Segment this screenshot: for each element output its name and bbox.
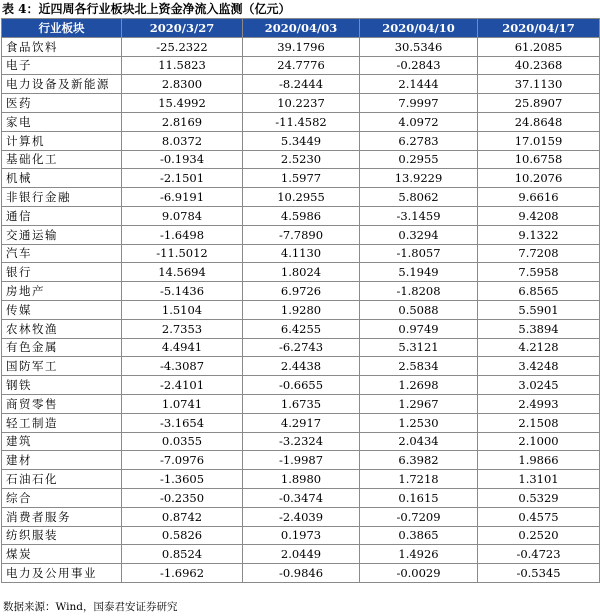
value-cell-week-3: -0.2843 [360,56,478,75]
table-row [2,413,600,432]
table-row [2,282,600,301]
sector-name-cell: 消费者服务 [2,507,122,526]
value-cell-week-4: 7.5958 [478,263,600,282]
table-row [2,244,600,263]
value-cell-week-3: -1.8057 [360,244,478,263]
value-cell-week-2: 0.1973 [243,526,360,545]
value-cell-week-4: 9.1322 [478,225,600,244]
value-cell-week-1: 2.7353 [122,319,243,338]
value-cell-week-3: 1.2698 [360,376,478,395]
value-cell-week-2: 1.9280 [243,300,360,319]
table-row [2,263,600,282]
value-cell-week-4: 7.7208 [478,244,600,263]
value-cell-week-4: 0.2520 [478,526,600,545]
sector-name-cell: 电子 [2,56,122,75]
value-cell-week-1: -11.5012 [122,244,243,263]
table-row [2,75,600,94]
value-cell-week-4: 61.2085 [478,37,600,56]
value-cell-week-4: 5.5901 [478,300,600,319]
table-row [2,300,600,319]
table-header-row [2,19,600,38]
sector-name-cell: 综合 [2,488,122,507]
table-row [2,319,600,338]
sector-name-cell: 轻工制造 [2,413,122,432]
value-cell-week-1: -0.1934 [122,150,243,169]
sector-name-cell: 银行 [2,263,122,282]
table-row [2,526,600,545]
value-cell-week-1: 8.0372 [122,131,243,150]
table-row [2,188,600,207]
value-cell-week-4: 9.4208 [478,206,600,225]
value-cell-week-2: 2.0449 [243,545,360,564]
value-cell-week-4: 2.1508 [478,413,600,432]
data-source-note: 数据来源：Wind，国泰君安证券研究 [3,601,178,613]
value-cell-week-1: -1.6962 [122,564,243,583]
value-cell-week-2: 2.4438 [243,357,360,376]
value-cell-week-4: 40.2368 [478,56,600,75]
value-cell-week-3: 0.2955 [360,150,478,169]
value-cell-week-1: -25.2322 [122,37,243,56]
sector-name-cell: 交通运输 [2,225,122,244]
value-cell-week-4: 2.4993 [478,394,600,413]
table-row [2,507,600,526]
table-row [2,169,600,188]
sector-name-cell: 有色金属 [2,338,122,357]
value-cell-week-2: 4.2917 [243,413,360,432]
value-cell-week-4: 1.9866 [478,451,600,470]
value-cell-week-1: -2.4101 [122,376,243,395]
value-cell-week-1: -7.0976 [122,451,243,470]
value-cell-week-2: -7.7890 [243,225,360,244]
value-cell-week-2: -8.2444 [243,75,360,94]
table-row [2,451,600,470]
value-cell-week-3: 0.1615 [360,488,478,507]
value-cell-week-4: 6.8565 [478,282,600,301]
value-cell-week-1: -0.2350 [122,488,243,507]
value-cell-week-3: 2.0434 [360,432,478,451]
value-cell-week-3: 5.3121 [360,338,478,357]
value-cell-week-3: 0.3294 [360,225,478,244]
table-row [2,150,600,169]
industry-northbound-flow-table [1,18,600,583]
value-cell-week-1: -1.6498 [122,225,243,244]
table-row [2,376,600,395]
value-cell-week-3: 0.3865 [360,526,478,545]
header-week-1: 2020/3/27 [122,19,243,38]
value-cell-week-1: 0.0355 [122,432,243,451]
table-row [2,357,600,376]
value-cell-week-1: 2.8300 [122,75,243,94]
sector-name-cell: 医药 [2,94,122,113]
sector-name-cell: 石油石化 [2,470,122,489]
value-cell-week-1: 4.4941 [122,338,243,357]
sector-name-cell: 钢铁 [2,376,122,395]
value-cell-week-4: 37.1130 [478,75,600,94]
value-cell-week-3: 5.8062 [360,188,478,207]
value-cell-week-3: 1.7218 [360,470,478,489]
value-cell-week-2: 1.8024 [243,263,360,282]
value-cell-week-2: 4.1130 [243,244,360,263]
value-cell-week-2: -11.4582 [243,112,360,131]
table-row [2,94,600,113]
table-row [2,112,600,131]
header-week-2: 2020/04/03 [243,19,360,38]
table-row [2,56,600,75]
value-cell-week-1: 14.5694 [122,263,243,282]
sector-name-cell: 煤炭 [2,545,122,564]
value-cell-week-2: -0.6655 [243,376,360,395]
value-cell-week-2: 5.3449 [243,131,360,150]
value-cell-week-4: 25.8907 [478,94,600,113]
value-cell-week-4: 10.2076 [478,169,600,188]
value-cell-week-4: -0.5345 [478,564,600,583]
value-cell-week-3: 1.2967 [360,394,478,413]
value-cell-week-3: 6.3982 [360,451,478,470]
value-cell-week-1: 9.0784 [122,206,243,225]
value-cell-week-2: 1.5977 [243,169,360,188]
table-row [2,488,600,507]
value-cell-week-4: 3.4248 [478,357,600,376]
value-cell-week-3: 0.9749 [360,319,478,338]
value-cell-week-2: 24.7776 [243,56,360,75]
value-cell-week-4: -0.4723 [478,545,600,564]
value-cell-week-3: -0.7209 [360,507,478,526]
value-cell-week-3: 2.5834 [360,357,478,376]
sector-name-cell: 建筑 [2,432,122,451]
table-row [2,225,600,244]
value-cell-week-2: 2.5230 [243,150,360,169]
header-week-3: 2020/04/10 [360,19,478,38]
header-week-4: 2020/04/17 [478,19,600,38]
value-cell-week-1: 0.8524 [122,545,243,564]
table-row [2,37,600,56]
table-row [2,470,600,489]
sector-name-cell: 传媒 [2,300,122,319]
value-cell-week-2: -2.4039 [243,507,360,526]
value-cell-week-1: -3.1654 [122,413,243,432]
table-row [2,545,600,564]
header-sector: 行业板块 [2,19,122,38]
value-cell-week-2: 1.8980 [243,470,360,489]
table-row [2,564,600,583]
value-cell-week-3: -1.8208 [360,282,478,301]
value-cell-week-3: 30.5346 [360,37,478,56]
value-cell-week-3: 1.2530 [360,413,478,432]
sector-name-cell: 电力设备及新能源 [2,75,122,94]
value-cell-week-2: -0.9846 [243,564,360,583]
table-row [2,394,600,413]
value-cell-week-1: -4.3087 [122,357,243,376]
sector-name-cell: 通信 [2,206,122,225]
sector-name-cell: 建材 [2,451,122,470]
value-cell-week-2: 6.4255 [243,319,360,338]
value-cell-week-1: -6.9191 [122,188,243,207]
table-row [2,131,600,150]
value-cell-week-3: -3.1459 [360,206,478,225]
value-cell-week-1: 2.8169 [122,112,243,131]
value-cell-week-2: 4.5986 [243,206,360,225]
value-cell-week-4: 0.4575 [478,507,600,526]
value-cell-week-2: 1.6735 [243,394,360,413]
value-cell-week-3: 6.2783 [360,131,478,150]
value-cell-week-2: 39.1796 [243,37,360,56]
value-cell-week-3: 4.0972 [360,112,478,131]
sector-name-cell: 农林牧渔 [2,319,122,338]
sector-name-cell: 计算机 [2,131,122,150]
value-cell-week-2: -6.2743 [243,338,360,357]
value-cell-week-2: 10.2955 [243,188,360,207]
value-cell-week-3: -0.0029 [360,564,478,583]
value-cell-week-4: 0.5329 [478,488,600,507]
value-cell-week-2: 10.2237 [243,94,360,113]
table-row [2,338,600,357]
value-cell-week-2: -0.3474 [243,488,360,507]
value-cell-week-4: 2.1000 [478,432,600,451]
value-cell-week-1: -1.3605 [122,470,243,489]
table-body [2,37,600,582]
value-cell-week-4: 17.0159 [478,131,600,150]
sector-name-cell: 非银行金融 [2,188,122,207]
value-cell-week-3: 13.9229 [360,169,478,188]
table-row [2,206,600,225]
value-cell-week-1: 0.8742 [122,507,243,526]
sector-name-cell: 食品饮料 [2,37,122,56]
value-cell-week-1: 11.5823 [122,56,243,75]
value-cell-week-1: 15.4992 [122,94,243,113]
value-cell-week-1: -2.1501 [122,169,243,188]
sector-name-cell: 商贸零售 [2,394,122,413]
sector-name-cell: 纺织服装 [2,526,122,545]
table-caption: 表 4：近四周各行业板块北上资金净流入监测（亿元） [2,2,291,16]
value-cell-week-4: 3.0245 [478,376,600,395]
value-cell-week-4: 9.6616 [478,188,600,207]
value-cell-week-4: 10.6758 [478,150,600,169]
table-row [2,432,600,451]
value-cell-week-1: 1.5104 [122,300,243,319]
sector-name-cell: 汽车 [2,244,122,263]
value-cell-week-4: 24.8648 [478,112,600,131]
value-cell-week-2: 6.9726 [243,282,360,301]
value-cell-week-4: 1.3101 [478,470,600,489]
value-cell-week-1: 1.0741 [122,394,243,413]
sector-name-cell: 电力及公用事业 [2,564,122,583]
value-cell-week-1: 0.5826 [122,526,243,545]
value-cell-week-3: 5.1949 [360,263,478,282]
value-cell-week-3: 0.5088 [360,300,478,319]
sector-name-cell: 机械 [2,169,122,188]
sector-name-cell: 房地产 [2,282,122,301]
value-cell-week-4: 5.3894 [478,319,600,338]
value-cell-week-4: 4.2128 [478,338,600,357]
value-cell-week-1: -5.1436 [122,282,243,301]
value-cell-week-3: 1.4926 [360,545,478,564]
sector-name-cell: 国防军工 [2,357,122,376]
value-cell-week-3: 7.9997 [360,94,478,113]
sector-name-cell: 家电 [2,112,122,131]
value-cell-week-3: 2.1444 [360,75,478,94]
value-cell-week-2: -3.2324 [243,432,360,451]
value-cell-week-2: -1.9987 [243,451,360,470]
sector-name-cell: 基础化工 [2,150,122,169]
